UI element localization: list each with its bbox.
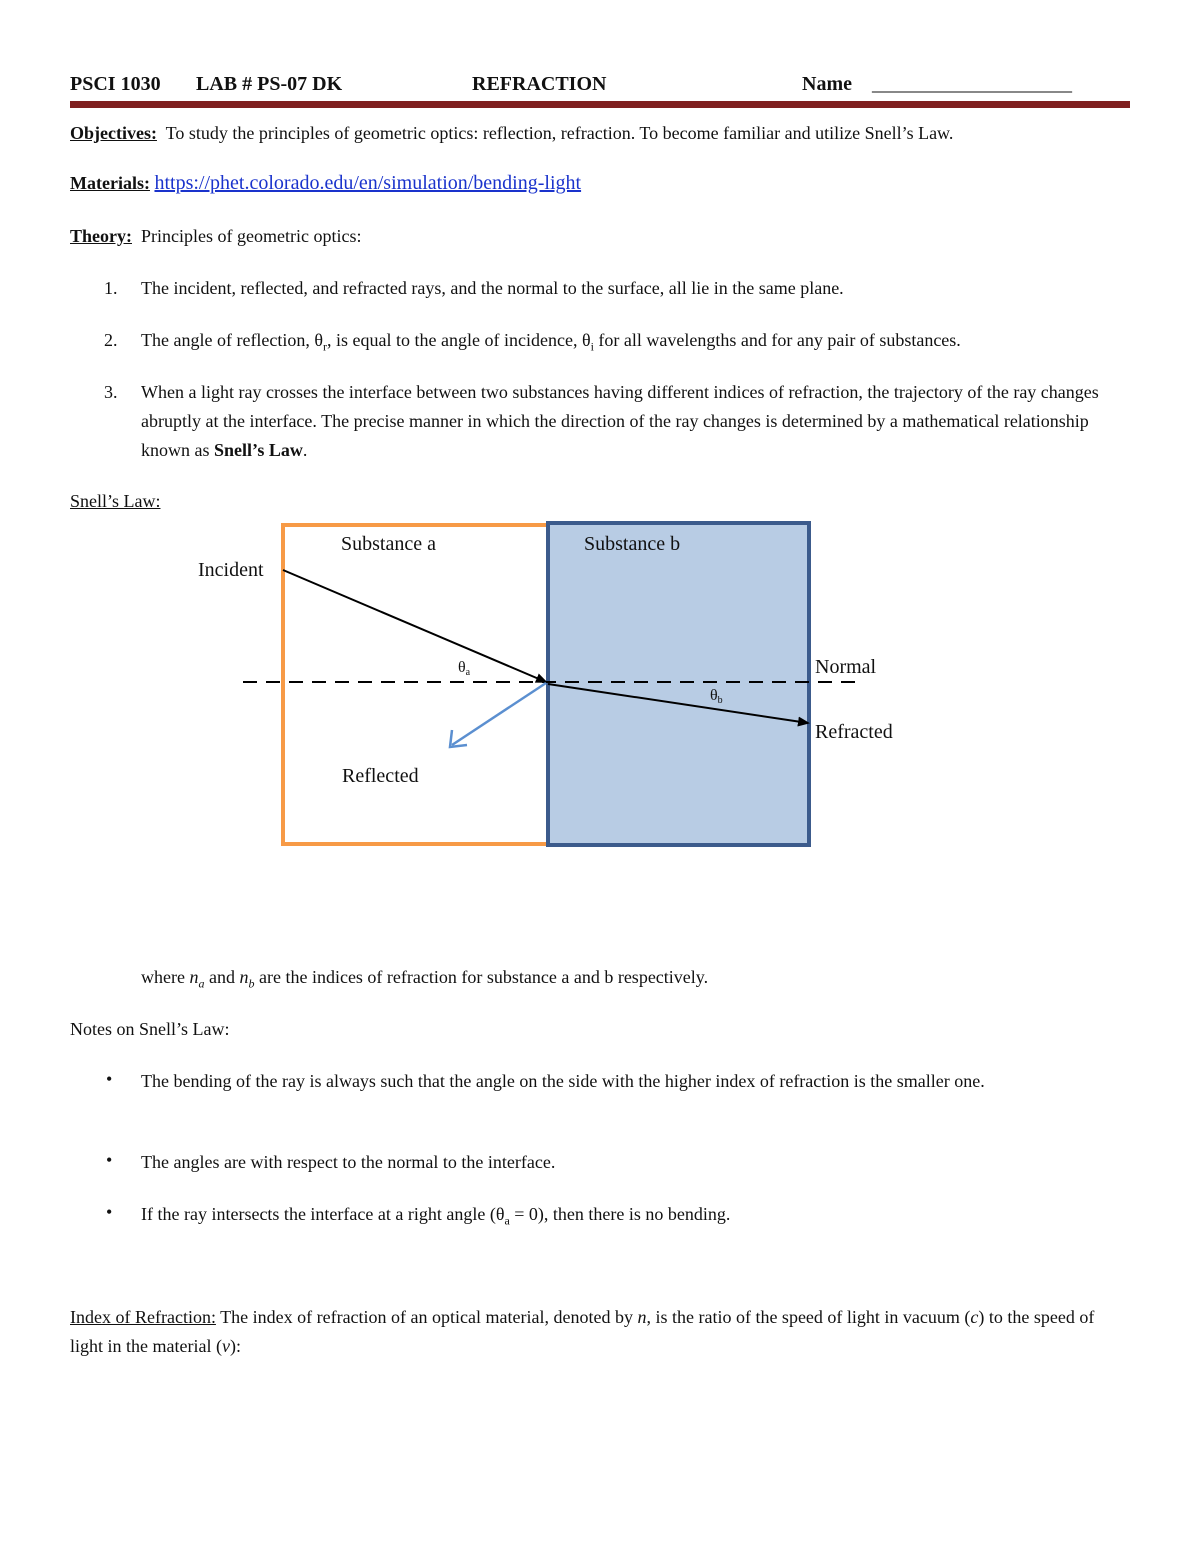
list-item: When a light ray crosses the interface between two substances having different indices of refraction, the trajectory of the ray changes abruptly at the interface. The precise manner in which the direction of the ray changes is determined by a mathematical relationship known as Snell’s Law. bbox=[141, 382, 1099, 460]
index-heading: Index of Refraction: bbox=[70, 1307, 216, 1327]
lab-number: LAB # PS-07 DK bbox=[196, 73, 343, 95]
index-of-refraction: Index of Refraction: The index of refraction of an optical material, denoted by n, is the ratio of the speed of light in vacuum (c) to the speed of light in the material (v): bbox=[70, 1307, 1095, 1356]
theta-a-label: θa bbox=[458, 659, 471, 678]
refraction-diagram bbox=[0, 510, 1200, 860]
list-item: The incident, reflected, and refracted rays, and the normal to the surface, all lie in the same plane. bbox=[141, 278, 844, 298]
objectives bbox=[70, 119, 1150, 147]
substance-a-label: Substance a bbox=[341, 533, 436, 555]
materials-link[interactable]: https://phet.colorado.edu/en/simulation/bending-light bbox=[154, 172, 582, 194]
substance-b-label: Substance b bbox=[584, 533, 681, 555]
indices-explanation: where $n_a$ and $n_b$ are the indices of refraction for substance a and b respectively. bbox=[141, 967, 709, 991]
normal-label: Normal bbox=[815, 656, 877, 678]
course-code: PSCI 1030 bbox=[70, 73, 161, 95]
header-rule bbox=[70, 101, 1130, 108]
list-number: 1. bbox=[104, 278, 118, 298]
list-number: 3. bbox=[104, 382, 118, 402]
theory-text: Principles of geometric optics: bbox=[141, 226, 362, 246]
theory bbox=[70, 222, 361, 250]
substance-b-box bbox=[548, 523, 809, 845]
note-item: The angles are with respect to the normal to the interface. bbox=[141, 1152, 556, 1172]
refracted-label: Refracted bbox=[815, 721, 893, 743]
bullet: • bbox=[106, 1202, 113, 1222]
notes-heading: Notes on Snell’s Law: bbox=[70, 1019, 230, 1039]
list-item: The angle of reflection, $\theta_r$, is equal to the angle of incidence, $\theta_i$ for all wavelengths and for any pair of substances. bbox=[141, 330, 961, 354]
materials bbox=[70, 169, 581, 197]
snells-law-bold: Snell’s Law bbox=[214, 440, 303, 460]
name-blank[interactable]: ____________________ bbox=[872, 73, 1072, 95]
reflected-label: Reflected bbox=[342, 765, 419, 787]
objectives-text: To study the principles of geometric optics: reflection, refraction. To become familiar and utilize Snell’s Law. bbox=[165, 123, 954, 143]
theory-label: Theory: bbox=[70, 226, 132, 246]
list-number: 2. bbox=[104, 330, 118, 350]
incident-label: Incident bbox=[198, 559, 264, 581]
objectives-label: Objectives: bbox=[70, 123, 157, 143]
theta-b-label: θb bbox=[710, 687, 723, 706]
name-label: Name bbox=[802, 73, 852, 95]
note-item: If the ray intersects the interface at a right angle $(\theta_a = 0)$, then there is no bending. bbox=[141, 1204, 731, 1228]
materials-label: Materials: bbox=[70, 173, 150, 193]
bullet: • bbox=[106, 1069, 113, 1089]
page-title: REFRACTION bbox=[472, 73, 607, 95]
snells-law-heading: Snell’s Law: bbox=[70, 491, 161, 511]
bullet: • bbox=[106, 1150, 113, 1170]
note-item: The bending of the ray is always such that the angle on the side with the higher index of refraction is the smaller one. bbox=[141, 1071, 985, 1091]
substance-a-box bbox=[283, 525, 548, 844]
